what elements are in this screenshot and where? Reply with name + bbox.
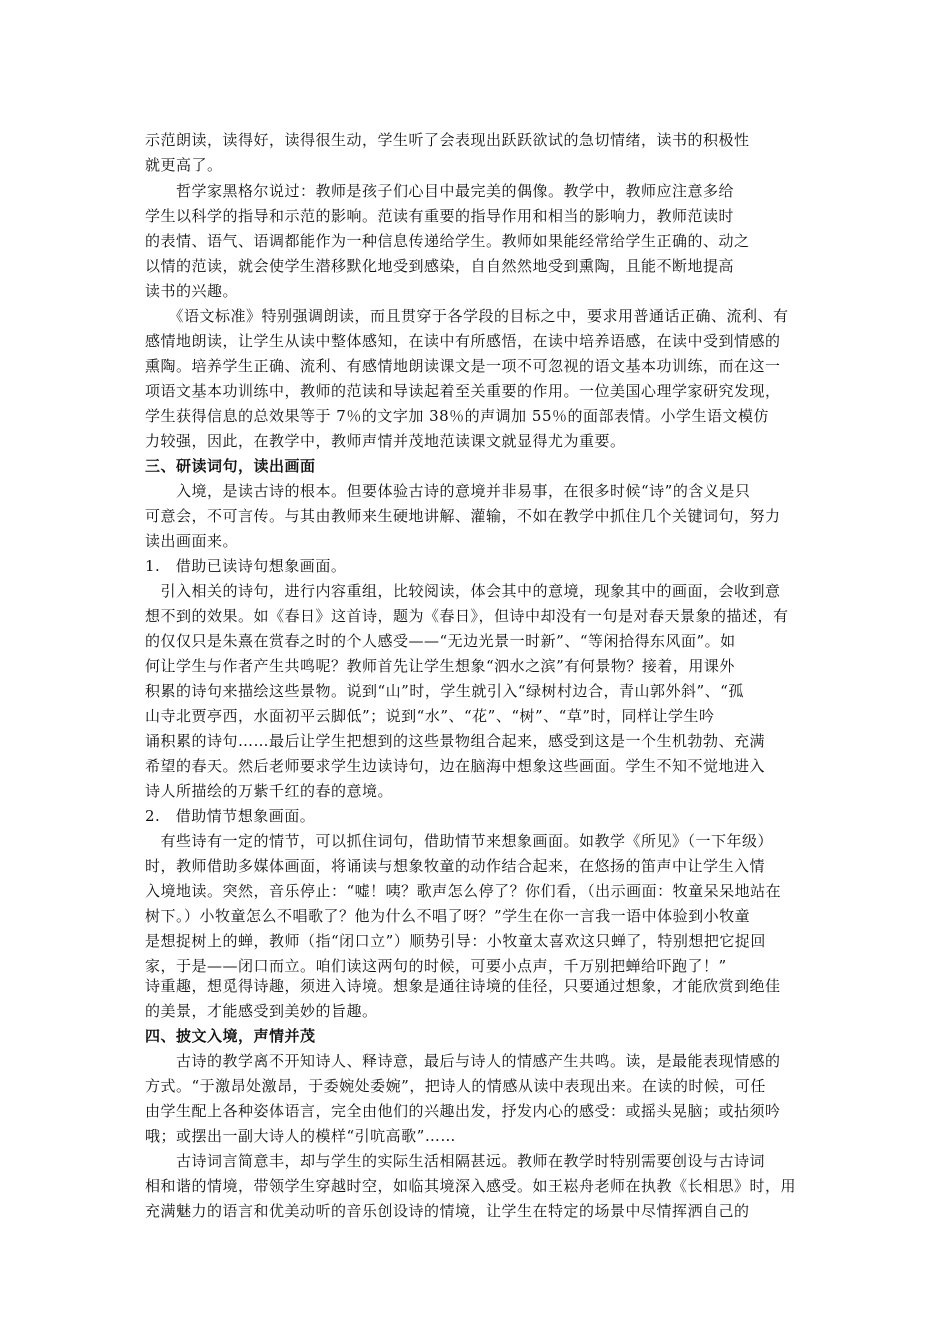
- text-line: 诗重趣，想觅得诗趣，须进入诗境。想象是通往诗境的佳径，只要通过想象，才能欣赏到绝佳: [145, 977, 781, 995]
- text-line: 想不到的效果。如《春日》这首诗，题为《春日》，但诗中却没有一句是对春天景象的描述，有: [145, 607, 789, 625]
- text-line: 读书的兴趣。: [145, 282, 239, 300]
- section-heading: 三、研读词句，读出画面: [145, 457, 316, 475]
- text-line: 积累的诗句来描绘这些景物。说到“山”时，学生就引入“绿树村边合，青山郭外斜”、“孤: [145, 682, 744, 700]
- text-line: 熏陶。培养学生正确、流利、有感情地朗读课文是一项不可忽视的语文基本功训练，而在这一: [145, 357, 781, 375]
- paragraph-start: 古诗词言简意丰，却与学生的实际生活相隔甚远。教师在教学时特别需要创设与古诗词: [145, 1152, 766, 1170]
- text-line: 项语文基本功训练中，教师的范读和导读起着至关重要的作用。一位美国心理学家研究发现，: [145, 382, 781, 400]
- text-line: 由学生配上各种姿体语言，完全由他们的兴趣出发，抒发内心的感受：或摇头晃脑；或拈须吟: [145, 1102, 781, 1120]
- text-line: 是想捉树上的蝉，教师（指“闭口立”）顺势引导：小牧童太喜欢这只蝉了，特别想把它捉回: [145, 932, 766, 950]
- paragraph-start: 有些诗有一定的情节，可以抓住词句，借助情节来想象画面。如教学《所见》（一下年级）: [145, 832, 774, 850]
- text-line: 示范朗读，读得好，读得很生动，学生听了会表现出跃跃欲试的急切情绪，读书的积极性: [145, 131, 750, 149]
- paragraph-start: 引入相关的诗句，进行内容重组，比较阅读，体会其中的意境，现象其中的画面，会收到意: [145, 582, 781, 600]
- text-line: 家，于是——闭口而立。咱们读这两句的时候，可要小点声，千万别把蝉给吓跑了！”: [145, 957, 727, 975]
- text-line: 方式。“于激昂处激昂，于委婉处委婉”，把诗人的情感从读中表现出来。在读的时候，可任: [145, 1077, 766, 1095]
- text-line: 时，教师借助多媒体画面，将诵读与想象牧童的动作结合起来，在悠扬的笛声中让学生入情: [145, 857, 766, 875]
- text-line: 入境地读。突然，音乐停止：“嘘！咦？歌声怎么停了？你们看，（出示画面：牧童呆呆地站在: [145, 882, 782, 900]
- text-line: 就更高了。: [145, 156, 223, 174]
- text-line: 诵积累的诗句……最后让学生把想到的这些景物组合起来，感受到这是一个生机勃勃、充满: [145, 732, 766, 750]
- text-line: 哦；或摆出一副大诗人的模样“引吭高歌”……: [145, 1127, 456, 1145]
- text-line: 学生获得信息的总效果等于 7％的文字加 38％的声调加 55％的面部表情。小学生语文模仿: [145, 407, 770, 425]
- text-line: 可意会，不可言传。与其由教师来生硬地讲解、灌输，不如在教学中抓住几个关键词句，努力: [145, 507, 781, 525]
- text-line: 读出画面来。: [145, 532, 239, 550]
- subheading: 1. 借助已读诗句想象画面。: [145, 557, 347, 575]
- text-line: 感情地朗读，让学生从读中整体感知，在读中有所感悟，在读中培养语感，在读中受到情感的: [145, 332, 781, 350]
- subheading: 2. 借助情节想象画面。: [145, 807, 316, 825]
- text-line: 的表情、语气、语调都能作为一种信息传递给学生。教师如果能经常给学生正确的、动之: [145, 232, 750, 250]
- text-line: 充满魅力的语言和优美动听的音乐创设诗的情境，让学生在特定的场景中尽情挥洒自己的: [145, 1202, 750, 1220]
- paragraph-start: 入境，是读古诗的根本。但要体验古诗的意境并非易事，在很多时候“诗”的含义是只: [145, 482, 751, 500]
- paragraph-start: 哲学家黑格尔说过：教师是孩子们心目中最完美的偶像。教学中，教师应注意多给: [145, 182, 735, 200]
- text-line: 相和谐的情境，带领学生穿越时空，如临其境深入感受。如王崧舟老师在执教《长相思》时，用: [145, 1177, 797, 1195]
- text-line: 何让学生与作者产生共鸣呢？教师首先让学生想象“泗水之滨”有何景物？接着，用课外: [145, 657, 735, 675]
- text-line: 山寺北贾亭西，水面初平云脚低”；说到“水”、“花”、“树”、“草”时，同样让学生吟: [145, 707, 715, 725]
- text-line: 学生以科学的指导和示范的影响。范读有重要的指导作用和相当的影响力，教师范读时: [145, 207, 735, 225]
- text-line: 力较强，因此，在教学中，教师声情并茂地范读课文就显得尤为重要。: [145, 432, 626, 450]
- paragraph-start: 《语文标准》特别强调朗读，而且贯穿于各学段的目标之中，要求用普通话正确、流利、有: [145, 307, 789, 325]
- text-line: 的仅仅只是朱熹在赏春之时的个人感受——“无边光景一时新”、“等闲拾得东风面”。如: [145, 632, 736, 650]
- text-line: 希望的春天。然后老师要求学生边读诗句，边在脑海中想象这些画面。学生不知不觉地进入: [145, 757, 766, 775]
- text-line: 的美景，才能感受到美妙的旨趣。: [145, 1002, 378, 1020]
- paragraph-start: 古诗的教学离不开知诗人、释诗意，最后与诗人的情感产生共鸣。读，是最能表现情感的: [145, 1052, 781, 1070]
- text-line: 诗人所描绘的万紫千红的春的意境。: [145, 782, 394, 800]
- text-line: 树下。）小牧童怎么不唱歌了？他为什么不唱了呀？”学生在你一言我一语中体验到小牧童: [145, 907, 751, 925]
- text-line: 以情的范读，就会使学生潜移默化地受到感染，自自然然地受到熏陶，且能不断地提高: [145, 257, 735, 275]
- section-heading: 四、披文入境，声情并茂: [145, 1027, 316, 1045]
